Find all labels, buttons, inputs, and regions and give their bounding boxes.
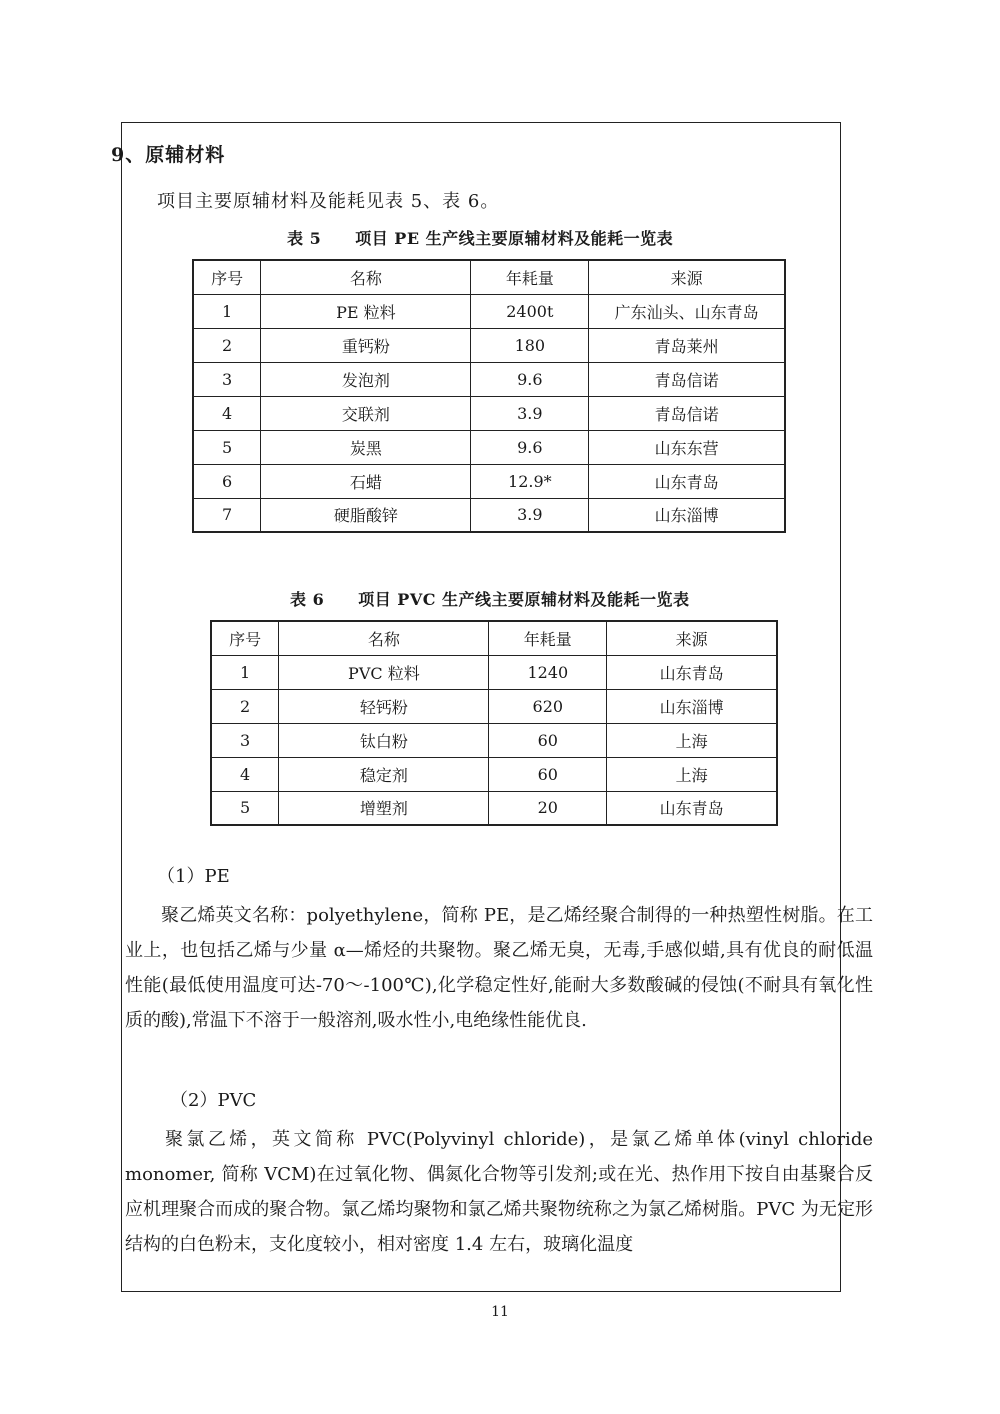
table-row bbox=[211, 655, 777, 689]
table5-cell-source: 青岛信诺 bbox=[589, 362, 785, 396]
pvc-paragraph: 聚氯乙烯，英文简称 PVC(Polyvinyl chloride)，是氯乙烯单体(vinyl chloride monomer, 简称 VCM)在过氧化物、偶氮化合物等引发剂;或在光、热作用下按自由基聚合反应机理聚合而成的聚合物。氯乙烯均聚物和氯乙烯共聚物统称之为氯乙烯树脂。PVC 为无定形结构的白色粉末，支化度较小，相对密度 1.4 左右，玻璃化温度 bbox=[125, 1129, 873, 1255]
table5 bbox=[192, 259, 786, 533]
pe-paragraph: 聚乙烯英文名称：polyethylene，简称 PE，是乙烯经聚合制得的一种热塑性树脂。在工业上，也包括乙烯与少量 α—烯烃的共聚物。聚乙烯无臭，无毒,手感似蜡,具有优良的耐低温性能(最低使用温度可达-70～-100℃),化学稳定性好,能耐大多数酸碱的侵蚀(不耐具有氧化性质的酸),常温下不溶于一般溶剂,吸水性小,电绝缘性能优良. bbox=[125, 905, 873, 1031]
table5-header-annual-usage: 年耗量 bbox=[471, 260, 589, 294]
table-row bbox=[211, 689, 777, 723]
table5-cell-index: 4 bbox=[193, 396, 261, 430]
table5-cell-annual-usage: 2400t bbox=[471, 294, 589, 328]
table5-cell-source: 青岛莱州 bbox=[589, 328, 785, 362]
table6-number: 表 6 bbox=[290, 590, 325, 609]
table6-header-index: 序号 bbox=[211, 621, 279, 655]
table6-header-name: 名称 bbox=[279, 621, 489, 655]
table5-cell-source: 山东青岛 bbox=[589, 464, 785, 498]
table5-cell-annual-usage: 9.6 bbox=[471, 430, 589, 464]
table6-cell-source: 山东青岛 bbox=[607, 791, 777, 825]
table6-cell-source: 山东淄博 bbox=[607, 689, 777, 723]
table5-cell-annual-usage: 3.9 bbox=[471, 498, 589, 532]
section-title: 9、原辅材料 bbox=[111, 144, 226, 166]
table5-header-row bbox=[193, 260, 785, 294]
table5-caption bbox=[287, 226, 673, 249]
table6-cell-source: 上海 bbox=[607, 757, 777, 791]
table6-cell-annual-usage: 20 bbox=[489, 791, 607, 825]
table5-cell-annual-usage: 3.9 bbox=[471, 396, 589, 430]
table6-caption bbox=[290, 587, 690, 610]
table6-cell-index: 4 bbox=[211, 757, 279, 791]
table5-cell-name: PE 粒料 bbox=[261, 294, 471, 328]
table6-header-source: 来源 bbox=[607, 621, 777, 655]
table5-header-name: 名称 bbox=[261, 260, 471, 294]
table5-cell-index: 5 bbox=[193, 430, 261, 464]
table5-cell-source: 广东汕头、山东青岛 bbox=[589, 294, 785, 328]
page-number: 11 bbox=[491, 1304, 509, 1320]
intro-text: 项目主要原辅材料及能耗见表 5、表 6。 bbox=[157, 191, 500, 212]
table6-cell-source: 山东青岛 bbox=[607, 655, 777, 689]
table-row bbox=[193, 396, 785, 430]
table6-cell-index: 2 bbox=[211, 689, 279, 723]
table6-cell-annual-usage: 60 bbox=[489, 723, 607, 757]
table6-cell-name: 增塑剂 bbox=[279, 791, 489, 825]
table-row bbox=[193, 464, 785, 498]
table5-header-source: 来源 bbox=[589, 260, 785, 294]
table5-cell-annual-usage: 180 bbox=[471, 328, 589, 362]
pe-heading: （1）PE bbox=[157, 866, 230, 887]
table-row bbox=[211, 791, 777, 825]
table6 bbox=[210, 620, 778, 826]
table5-number: 表 5 bbox=[287, 229, 322, 248]
table5-title: 项目 PE 生产线主要原辅材料及能耗一览表 bbox=[355, 229, 674, 248]
table5-cell-source: 青岛信诺 bbox=[589, 396, 785, 430]
table5-cell-index: 6 bbox=[193, 464, 261, 498]
table6-cell-name: 钛白粉 bbox=[279, 723, 489, 757]
table-row bbox=[193, 328, 785, 362]
table5-cell-name: 交联剂 bbox=[261, 396, 471, 430]
table6-cell-index: 3 bbox=[211, 723, 279, 757]
table5-cell-index: 3 bbox=[193, 362, 261, 396]
table6-cell-name: 轻钙粉 bbox=[279, 689, 489, 723]
table-row bbox=[193, 430, 785, 464]
table5-cell-name: 硬脂酸锌 bbox=[261, 498, 471, 532]
table-row bbox=[193, 294, 785, 328]
table6-title: 项目 PVC 生产线主要原辅材料及能耗一览表 bbox=[358, 590, 690, 609]
table5-cell-index: 7 bbox=[193, 498, 261, 532]
table5-cell-index: 2 bbox=[193, 328, 261, 362]
table5-cell-annual-usage: 9.6 bbox=[471, 362, 589, 396]
table6-cell-name: PVC 粒料 bbox=[279, 655, 489, 689]
table6-cell-annual-usage: 60 bbox=[489, 757, 607, 791]
table6-cell-index: 1 bbox=[211, 655, 279, 689]
table5-cell-annual-usage: 12.9* bbox=[471, 464, 589, 498]
table5-cell-source: 山东东营 bbox=[589, 430, 785, 464]
table5-cell-index: 1 bbox=[193, 294, 261, 328]
table-row bbox=[193, 498, 785, 532]
table6-cell-index: 5 bbox=[211, 791, 279, 825]
table6-cell-annual-usage: 1240 bbox=[489, 655, 607, 689]
table6-header-row bbox=[211, 621, 777, 655]
table6-cell-source: 上海 bbox=[607, 723, 777, 757]
table-row bbox=[211, 723, 777, 757]
table6-cell-name: 稳定剂 bbox=[279, 757, 489, 791]
table5-cell-name: 重钙粉 bbox=[261, 328, 471, 362]
pvc-heading: （2）PVC bbox=[170, 1090, 257, 1111]
table5-cell-source: 山东淄博 bbox=[589, 498, 785, 532]
table5-cell-name: 炭黑 bbox=[261, 430, 471, 464]
table5-cell-name: 发泡剂 bbox=[261, 362, 471, 396]
table6-cell-annual-usage: 620 bbox=[489, 689, 607, 723]
table-row bbox=[193, 362, 785, 396]
table5-header-index: 序号 bbox=[193, 260, 261, 294]
table6-header-annual-usage: 年耗量 bbox=[489, 621, 607, 655]
table5-cell-name: 石蜡 bbox=[261, 464, 471, 498]
table-row bbox=[211, 757, 777, 791]
